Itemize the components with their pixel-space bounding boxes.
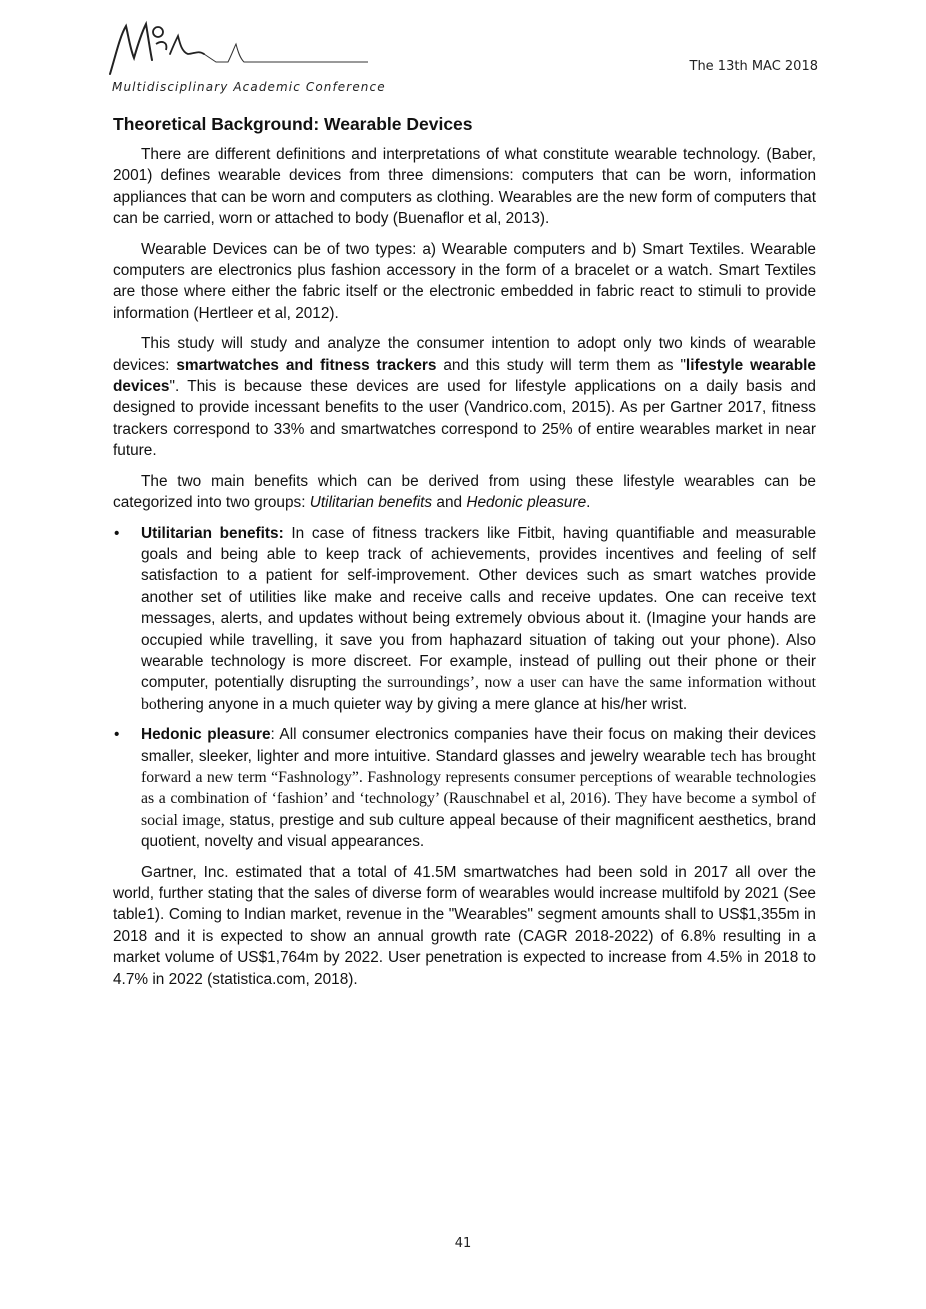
text-run: In case of fitness trackers like Fitbit, having quantifiable and measurable goals and being able to keep track of achievements, provides incentives and feeling of self satisfaction to a patient for self-improvement. Other devices such as smart watches provide another set of utilities like make and receive calls and receive updates. One can receive text messages, alerts, and updates without being extremely obvious about it. (Imagine your hands are occupied while travelling, it save you from haphazard situation of taking out your phone). Also wearable technology is more discreet. For example, instead of pulling out their phone or their computer, potentially disrupting [141,524,817,692]
text-run: ". This is because these devices are used for lifestyle applications on a daily basis and designed to provide incessant benefits to the user (Vandrico.com, 2015). As per Gartner 2017, fitness trackers correspond to 33% and smartwatches correspond to 25% of entire wearables market in near future. [113,378,816,460]
page-number: 41 [454,1236,472,1251]
bold-term: smartwatches and fitness trackers [176,356,437,374]
text-run: : All consumer electronics companies have their focus on making their devices smaller, sleeker, lighter and more intuitive. Standard glasses and jewelry wearable [141,726,816,765]
text-run: The two main benefits which can be derived from using these lifestyle wearables can be categorized into two groups: [113,472,816,512]
conference-logo-icon [108,14,408,78]
list-item-utilitarian [113,523,816,716]
bullet-label: Utilitarian benefits: [141,524,284,542]
text-run: This study will study and analyze the consumer intention to adopt only two kinds of wearable devices: [113,335,816,374]
text-run: tech has brought forward a new term “Fashnology”. Fashnology represents consumer perceptions of wearable technologies as a combination of ‘fashion’ and ‘technology’ (Rauschnabel et al, 2016). They have become a symbol of social image, [141,747,817,829]
text-run: status, prestige and sub culture appeal because of their magnificent aesthetics, brand quotient, novelty and visual appearances. [141,811,816,851]
benefits-list [113,523,816,853]
paragraph-definitions: There are different definitions and interpretations of what constitute wearable technology. (Baber, 2001) defines wearable devices from three dimensions: computers that can be worn, information appliances that can be worn and computers as clothing. Wearables are the new form of computers that can be carried, worn or attached to body (Buenaflor et al, 2013). [113,146,816,228]
bold-term: lifestyle wearable devices [113,356,816,396]
paragraph-study-scope [113,333,816,461]
paragraph-market-stats: Gartner, Inc. estimated that a total of 41.5M smartwatches had been sold in 2017 all over the world, further stating that the sales of diverse form of wearables would increase multifold by 2021 (See table1). Coming to Indian market, revenue in the "Wearables" segment amounts shall to US$1,355m in 2018 and it is expected to show an annual growth rate (CAGR 2018-2022) of 6.8% resulting in a market volume of US$1,764m by 2022. User penetration is expected to increase from 4.5% in 2018 to 4.7% in 2022 (statistica.com, 2018). [113,863,816,988]
italic-term: Hedonic pleasure [466,494,587,512]
text-run: and this study will term them as " [436,356,686,374]
paragraph-benefits-intro [113,471,816,514]
italic-term: Utilitarian benefits [309,494,433,512]
conference-name: Multidisciplinary Academic Conference [112,80,386,94]
bullet-label: Hedonic pleasure [141,726,271,744]
list-item-hedonic [113,724,816,852]
text-run: . [586,494,591,512]
text-run: the surroundings’, now a user can have the same information without bo [141,674,816,713]
text-run: thering anyone in a much quieter way by giving a mere glance at his/her wrist. [156,695,688,713]
header-edition: The 13th MAC 2018 [689,59,818,74]
main-content [113,112,816,999]
text-run: and [432,494,467,512]
section-title: Theoretical Background: Wearable Devices [113,114,473,134]
paragraph-device-types: Wearable Devices can be of two types: a) Wearable computers and b) Smart Textiles. Wearable computers are electronics plus fashion accessory in the form of a bracelet or a watch. Smart Textiles are those where either the fabric itself or the electronic embedded in fabric react to stimuli to provide information (Hertleer et al, 2012). [113,240,816,322]
